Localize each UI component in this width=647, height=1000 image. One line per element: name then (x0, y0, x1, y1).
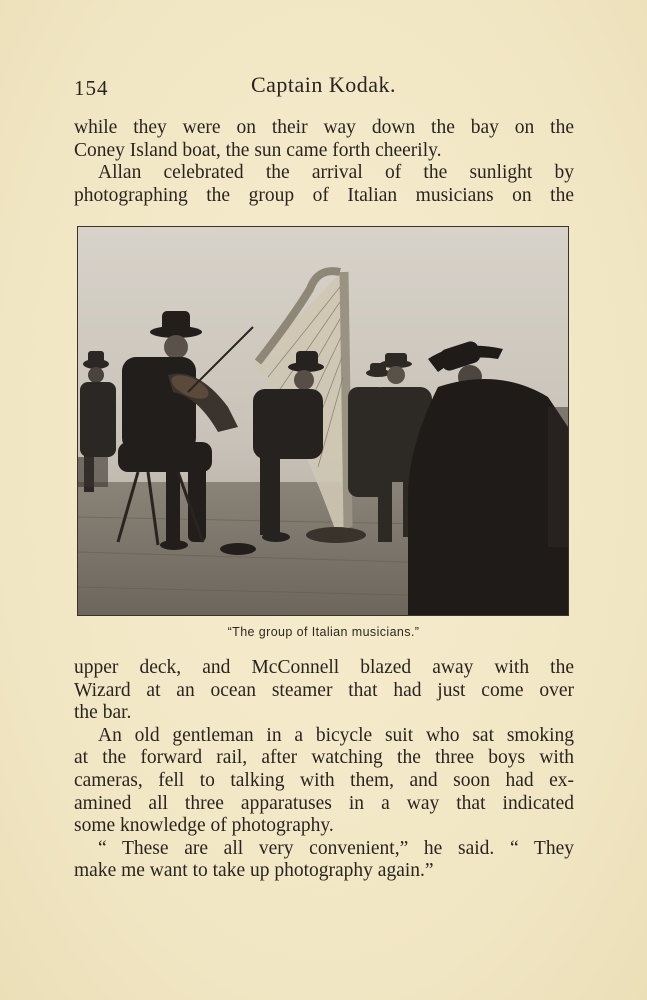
text-line: at the forward rail, after watching the three boys with (74, 747, 574, 769)
text-line: An old gentleman in a bicycle suit who sat smoking (98, 724, 574, 746)
page-number: 154 (74, 76, 109, 100)
text-line: make me want to take up photography again.” (74, 860, 434, 882)
text-line: some knowledge of photography. (74, 815, 334, 837)
text-line: Coney Island boat, the sun came forth cheerily. (74, 139, 442, 161)
text-line: the bar. (74, 702, 132, 724)
text-line: cameras, fell to talking with them, and soon had ex- (74, 769, 574, 791)
text-block-top (74, 117, 574, 207)
photo-illustration (78, 227, 568, 615)
text-block-bottom (74, 657, 574, 883)
figure-caption: “The group of Italian musicians.” (227, 625, 420, 639)
text-line: while they were on their way down the bay on the (74, 117, 574, 138)
running-head: Captain Kodak. (250, 72, 397, 97)
text-line: amined all three apparatuses in a way that indicated (74, 792, 574, 814)
text-line: photographing the group of Italian musicians on the (74, 184, 574, 206)
text-line: Allan celebrated the arrival of the sunlight by (98, 162, 574, 184)
text-line: Wizard at an ocean steamer that had just come over (74, 679, 574, 701)
text-line: upper deck, and McConnell blazed away with the (74, 657, 574, 678)
photograph-musicians (77, 226, 569, 616)
text-line: “ These are all very convenient,” he said. “ They (98, 837, 574, 859)
